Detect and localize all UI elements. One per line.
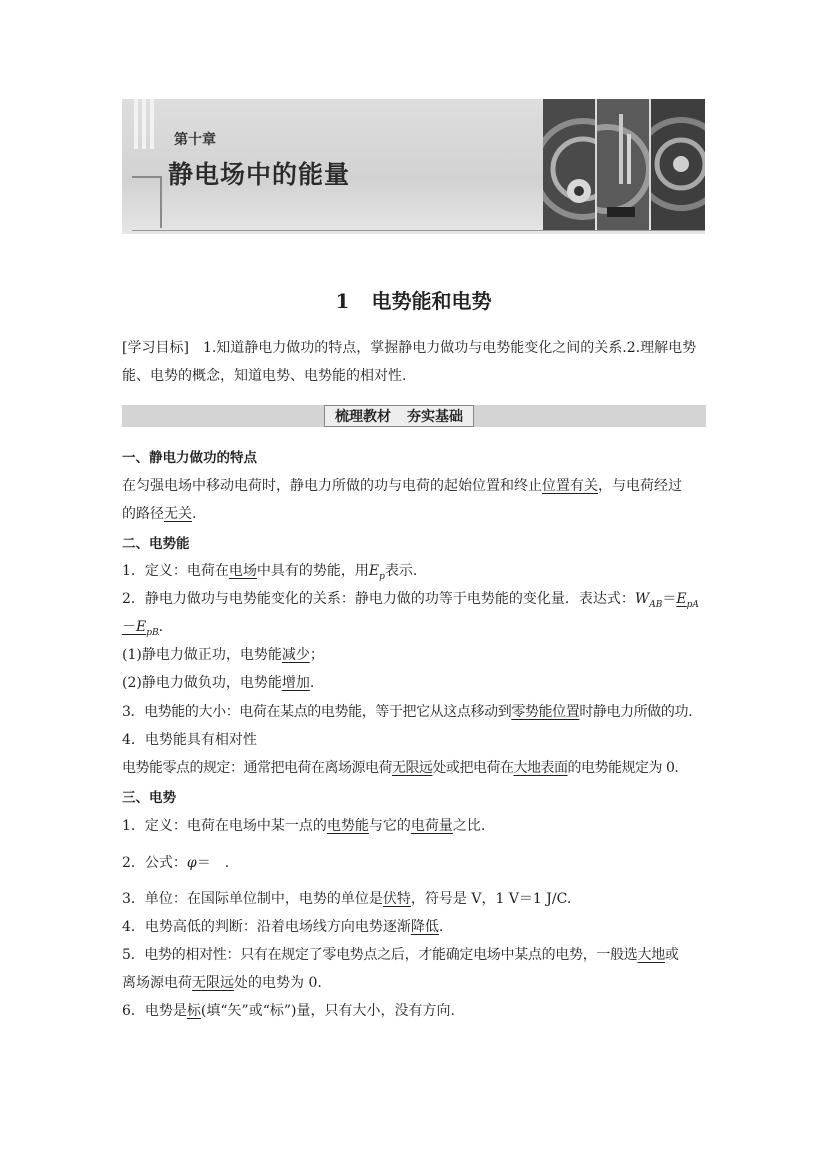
- blank-answer: 大地表面: [513, 760, 568, 776]
- text: .: [309, 675, 315, 691]
- blank-answer: 电场: [228, 563, 257, 579]
- list-item-continued: [122, 972, 322, 992]
- text: 6．电势是: [122, 1003, 187, 1019]
- text: (1)静电力做正功，电势能: [122, 647, 282, 663]
- symbol: E: [368, 563, 380, 579]
- text: 之比.: [452, 818, 486, 834]
- text: 3．电势能的大小：电荷在某点的电势能，等于把它从这点移动到: [122, 704, 512, 720]
- text: .: [158, 619, 164, 635]
- list-item: 4．电势能具有相对性: [122, 732, 257, 748]
- text: (2)静电力做负功，电势能: [122, 675, 282, 691]
- blank-answer: 伏特: [382, 891, 411, 907]
- symbol: φ: [186, 855, 197, 871]
- section-bar: [122, 405, 706, 427]
- text: ＝: [662, 591, 677, 607]
- text: 表示.: [384, 563, 418, 579]
- paragraph: [122, 757, 678, 777]
- blank-answer: 位置有关: [542, 478, 598, 494]
- chapter-banner: [122, 99, 705, 234]
- text: 处的电势为 0.: [234, 975, 322, 991]
- text: ＝ .: [196, 855, 230, 871]
- list-item: [122, 916, 443, 936]
- text: 的电势能规定为 0.: [567, 760, 679, 776]
- text: 4．电势高低的判断：沿着电场线方向电势逐渐: [122, 919, 411, 935]
- text: 处或把电荷在: [432, 760, 514, 776]
- symbol: E: [676, 591, 687, 607]
- text: 1．定义：电荷在: [122, 563, 229, 579]
- blank-answer: 电荷量: [410, 818, 453, 834]
- blank-answer: 无限远: [192, 975, 234, 991]
- list-item: [122, 672, 314, 692]
- text: 2．公式：: [122, 855, 187, 871]
- banner-photo: [597, 99, 649, 230]
- banner-divider: [132, 230, 705, 231]
- blank-answer: 大地: [637, 947, 665, 963]
- bar-label-right: 夯实基础: [407, 409, 463, 425]
- list-item: [122, 588, 699, 610]
- section-title-text: 电势能和电势: [371, 289, 492, 313]
- list-item: [122, 1000, 455, 1020]
- text: 中具有的势能，用: [256, 563, 369, 579]
- list-item: [122, 888, 571, 908]
- symbol-subscript: AB: [649, 599, 663, 610]
- goals-text: 1.知道静电力做功的特点，掌握静电力做功与电势能变化之间的关系.2.理解电势: [202, 340, 697, 356]
- symbol-subscript: pA: [686, 599, 699, 610]
- text: .: [192, 506, 197, 522]
- blank-answer: 降低: [410, 919, 439, 935]
- text: 电势能零点的规定：通常把电荷在离场源电荷: [122, 760, 392, 776]
- list-item: [122, 944, 679, 964]
- section-bar-label: [324, 405, 474, 427]
- list-item-continued: [122, 616, 163, 638]
- banner-bracket-line: [160, 176, 162, 228]
- text: 与它的: [368, 818, 411, 834]
- banner-stripe: [150, 99, 154, 149]
- banner-stripe: [142, 99, 146, 149]
- text: 离场源电荷: [122, 975, 192, 991]
- text: ，符号是 V，1 V＝1 J/C.: [410, 891, 572, 907]
- section-title: [0, 285, 827, 314]
- paragraph: [122, 503, 196, 523]
- text: 或: [664, 947, 679, 963]
- list-item: [122, 815, 485, 835]
- text: (填“矢”或“标”)量，只有大小，没有方向.: [200, 1003, 455, 1019]
- text: 时静电力所做的功.: [579, 704, 693, 720]
- heading-part2: 二、电势能: [122, 536, 190, 552]
- text: 1．定义：电荷在电场中某一点的: [122, 818, 327, 834]
- banner-stripe: [134, 99, 138, 149]
- list-item: [122, 560, 417, 582]
- banner-photo: [543, 99, 595, 230]
- text: 5．电势的相对性：只有在规定了零电势点之后，才能确定电场中某点的电势，一般选: [122, 947, 638, 963]
- goals-text: 能、电势的概念，知道电势、电势能的相对性.: [122, 368, 407, 384]
- heading-part3: 三、电势: [122, 790, 176, 806]
- chapter-number: 第十章: [174, 132, 216, 148]
- blank-answer: 电势能: [326, 818, 369, 834]
- text: 的路径: [122, 506, 164, 522]
- symbol: W: [634, 591, 650, 607]
- blank-answer: 减少: [281, 647, 310, 663]
- symbol: E: [136, 619, 147, 635]
- heading-part1: 一、静电力做功的特点: [122, 450, 257, 466]
- list-item: [122, 644, 324, 664]
- banner-bracket-line: [132, 176, 160, 178]
- section-number: 1: [335, 289, 350, 313]
- text: .: [438, 919, 444, 935]
- list-item: [122, 852, 229, 872]
- blank-answer: 标: [186, 1003, 201, 1019]
- blank-answer: 零势能位置: [511, 704, 580, 720]
- blank-answer: 无关: [164, 506, 192, 522]
- chapter-title: 静电场中的能量: [168, 160, 351, 189]
- text: 2．静电力做功与电势能变化的关系：静电力做的功等于电势能的变化量．表达式：: [122, 591, 635, 607]
- banner-photo-strip: [543, 99, 705, 230]
- text: －: [122, 619, 136, 635]
- bar-label-left: 梳理教材: [335, 409, 391, 425]
- blank-answer: 增加: [281, 675, 310, 691]
- text: 在匀强电场中移动电荷时，静电力所做的功与电荷的起始位置和终止: [122, 478, 542, 494]
- goals-label: [学习目标]: [122, 340, 189, 356]
- list-item: [122, 701, 692, 721]
- text: 3．单位：在国际单位制中，电势的单位是: [122, 891, 383, 907]
- paragraph: [122, 475, 682, 495]
- symbol-subscript: pB: [146, 627, 159, 638]
- banner-photo: [651, 99, 705, 230]
- text: ；: [309, 647, 324, 663]
- blank-answer: 无限远: [392, 760, 433, 776]
- symbol-subscript: p: [379, 571, 385, 582]
- text: ，与电荷经过: [598, 478, 682, 494]
- learning-goals: [122, 334, 706, 390]
